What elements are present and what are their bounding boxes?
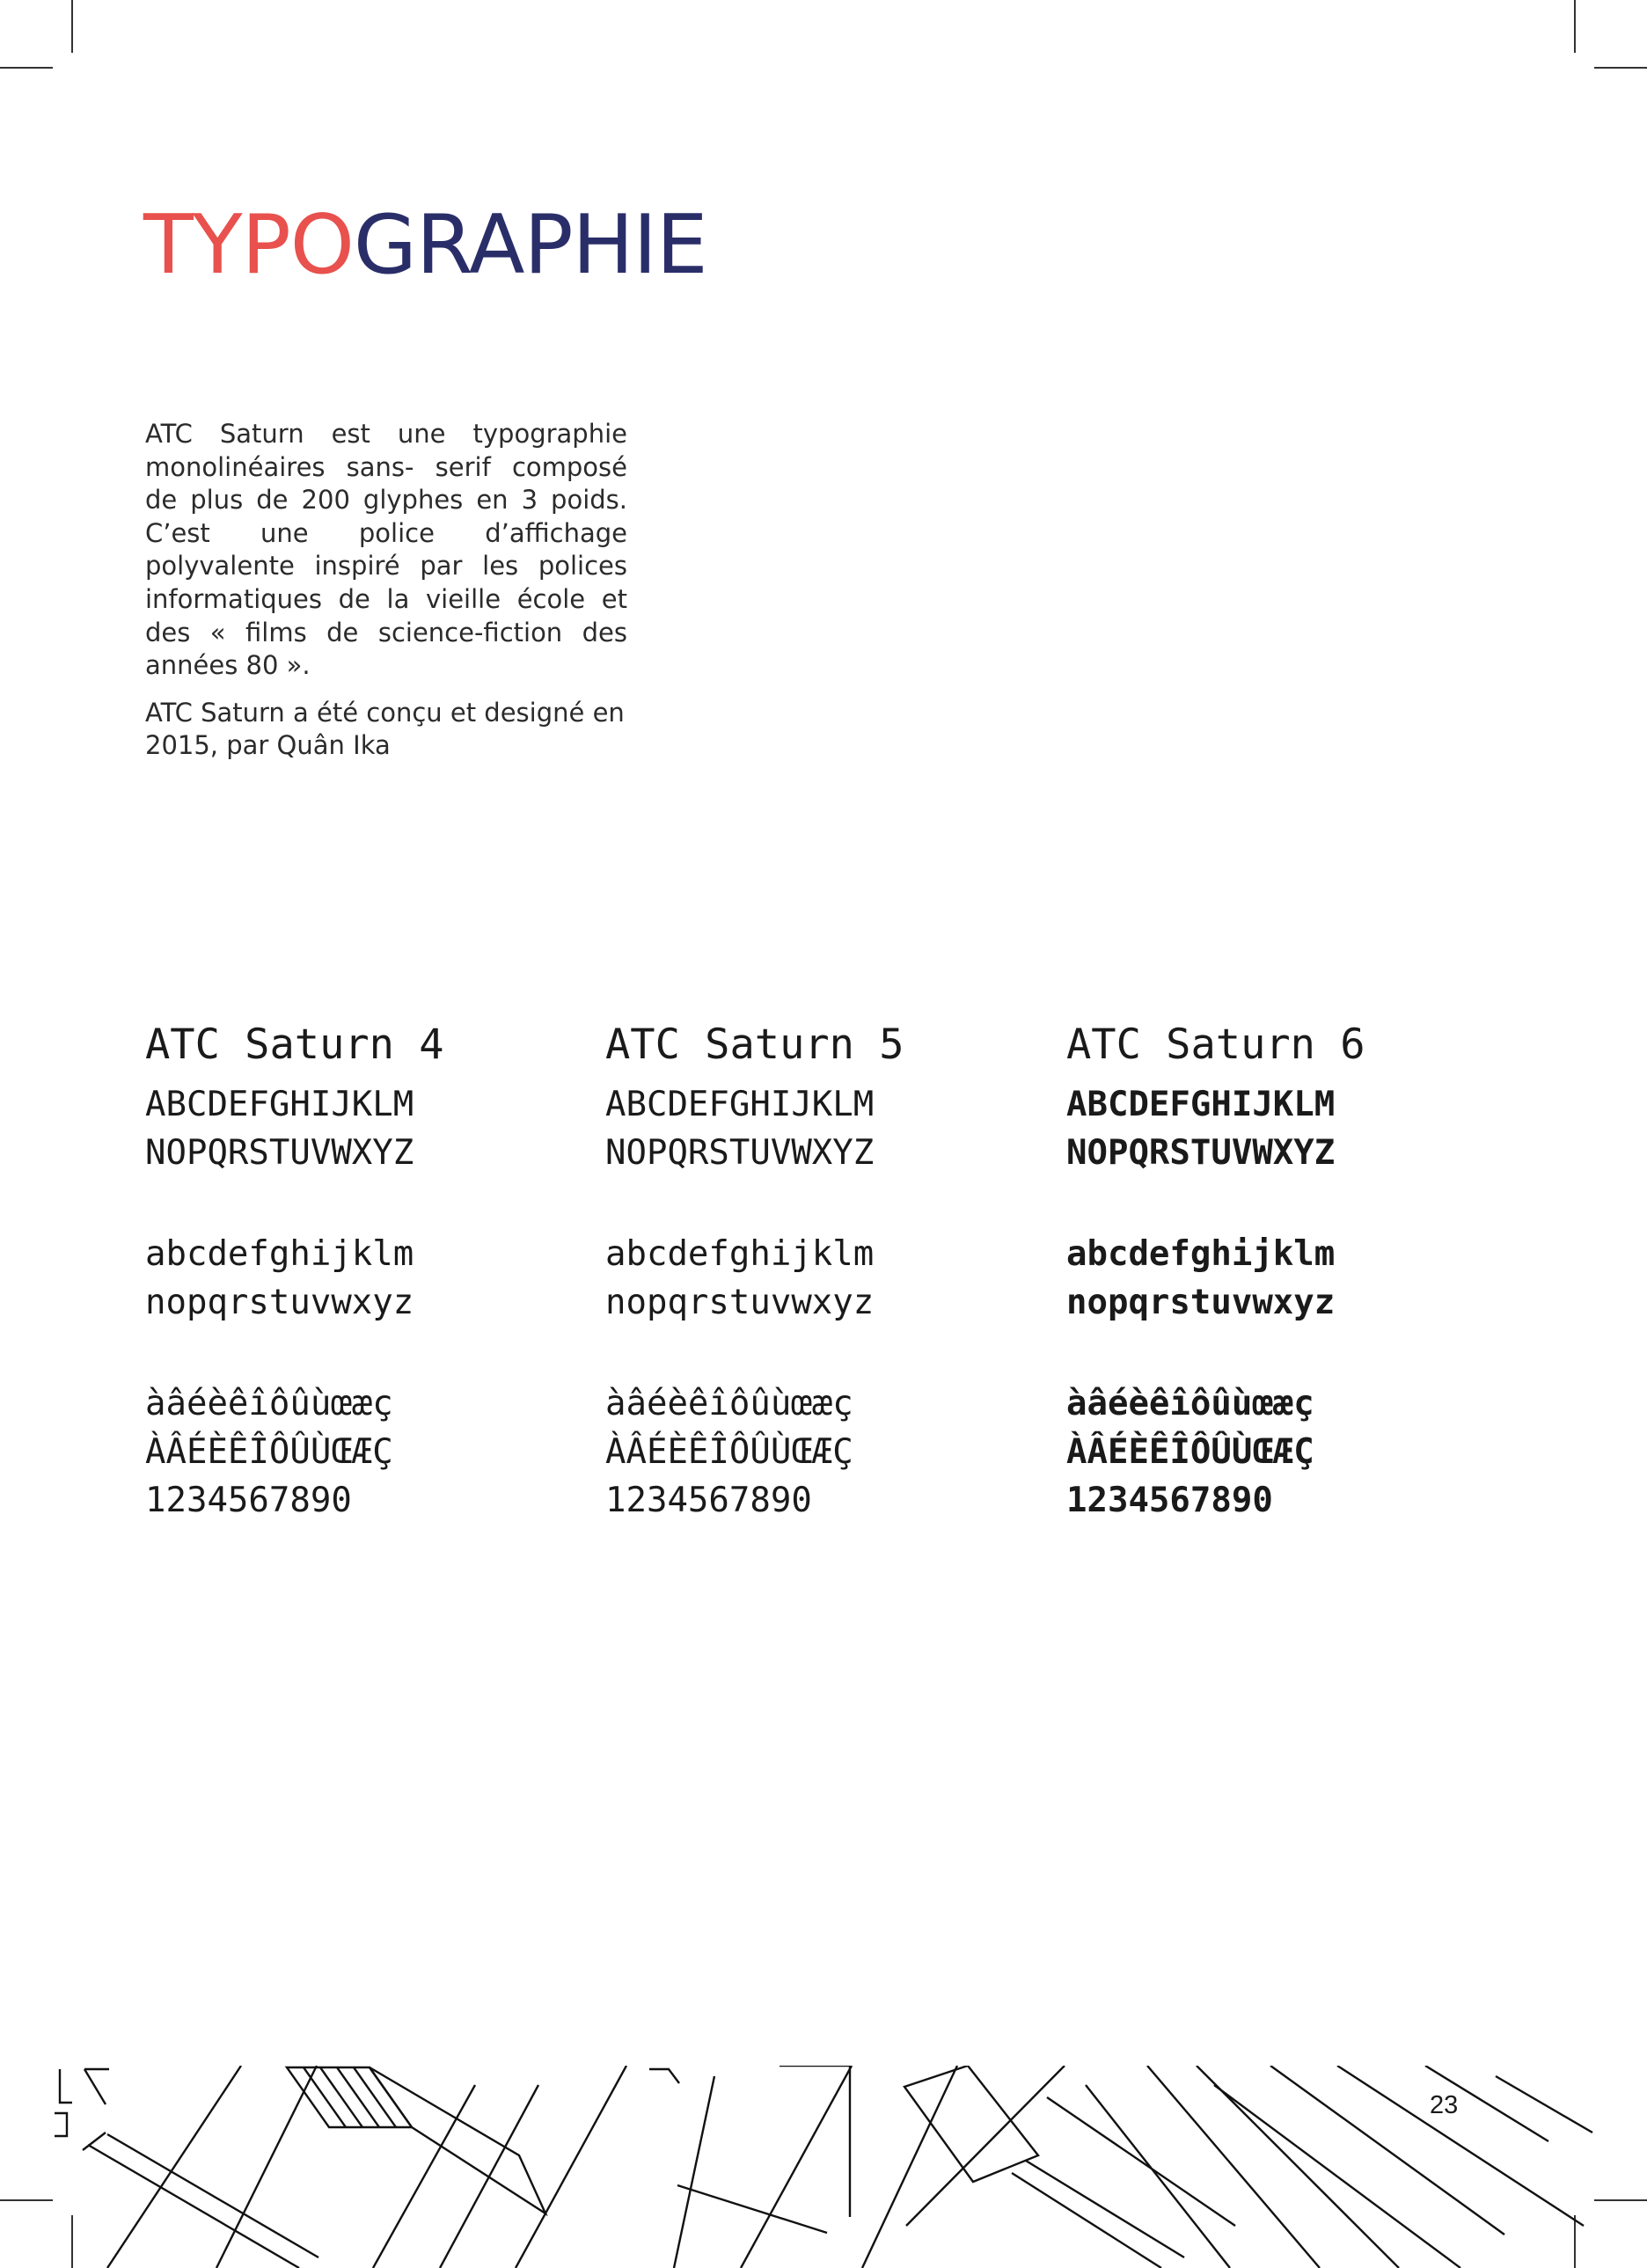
accents-upper-line: ÀÂÉÈÊÎÔÛÙŒÆÇ [145, 1432, 393, 1472]
intro-text [145, 418, 627, 777]
accents-lower-line: àâéèêîôûùœæç [605, 1384, 853, 1423]
digits-line: 1234567890 [1066, 1481, 1273, 1520]
uppercase-line-2: NOPQRSTUVWXYZ [1066, 1133, 1336, 1173]
uppercase-line-1: ABCDEFGHIJKLM [605, 1085, 875, 1124]
uppercase-line-2: NOPQRSTUVWXYZ [145, 1133, 414, 1173]
uppercase-line-1: ABCDEFGHIJKLM [145, 1085, 414, 1124]
accents-lower-line: àâéèêîôûùœæç [1066, 1384, 1314, 1423]
accents-upper-line: ÀÂÉÈÊÎÔÛÙŒÆÇ [1066, 1432, 1314, 1472]
digits-line: 1234567890 [145, 1481, 352, 1520]
lowercase-line-2: nopqrstuvwxyz [145, 1283, 414, 1322]
accents-upper-line: ÀÂÉÈÊÎÔÛÙŒÆÇ [605, 1432, 853, 1472]
lowercase-line-2: nopqrstuvwxyz [605, 1283, 875, 1322]
uppercase-line-2: NOPQRSTUVWXYZ [605, 1133, 875, 1173]
uppercase-line-1: ABCDEFGHIJKLM [1066, 1085, 1336, 1124]
lowercase-line-1: abcdefghijklm [145, 1234, 414, 1274]
intro-paragraph-2: ATC Saturn a été conçu et designé en 2015, par Quân Ika [145, 697, 625, 761]
font-specimen-saturn-5 [605, 1021, 1028, 1525]
font-name: ATC Saturn 4 [145, 1021, 444, 1069]
decorative-line-art [0, 2050, 1647, 2268]
font-specimen-saturn-6 [1066, 1021, 1489, 1525]
lowercase-line-1: abcdefghijklm [1066, 1234, 1336, 1274]
font-name: ATC Saturn 6 [1066, 1021, 1365, 1069]
lowercase-line-2: nopqrstuvwxyz [1066, 1283, 1336, 1322]
title-main-part: GRAPHIE [353, 197, 707, 292]
digits-line: 1234567890 [605, 1481, 812, 1520]
title-accent-part: TYPO [143, 197, 354, 292]
font-specimen-saturn-4 [145, 1021, 567, 1525]
font-name: ATC Saturn 5 [605, 1021, 904, 1069]
page-number: 23 [1430, 2091, 1459, 2119]
intro-paragraph-1: ATC Saturn est une typographie monolinéaires sans- serif composé de plus de 200 glyphes en 3 poids. C’est une police d’affichage polyvalente inspiré par les polices informatiques de la vieille école et des « films de science-fiction des années 80 ». [145, 419, 627, 681]
accents-lower-line: àâéèêîôûùœæç [145, 1384, 393, 1423]
page-title [143, 197, 707, 292]
lowercase-line-1: abcdefghijklm [605, 1234, 875, 1274]
